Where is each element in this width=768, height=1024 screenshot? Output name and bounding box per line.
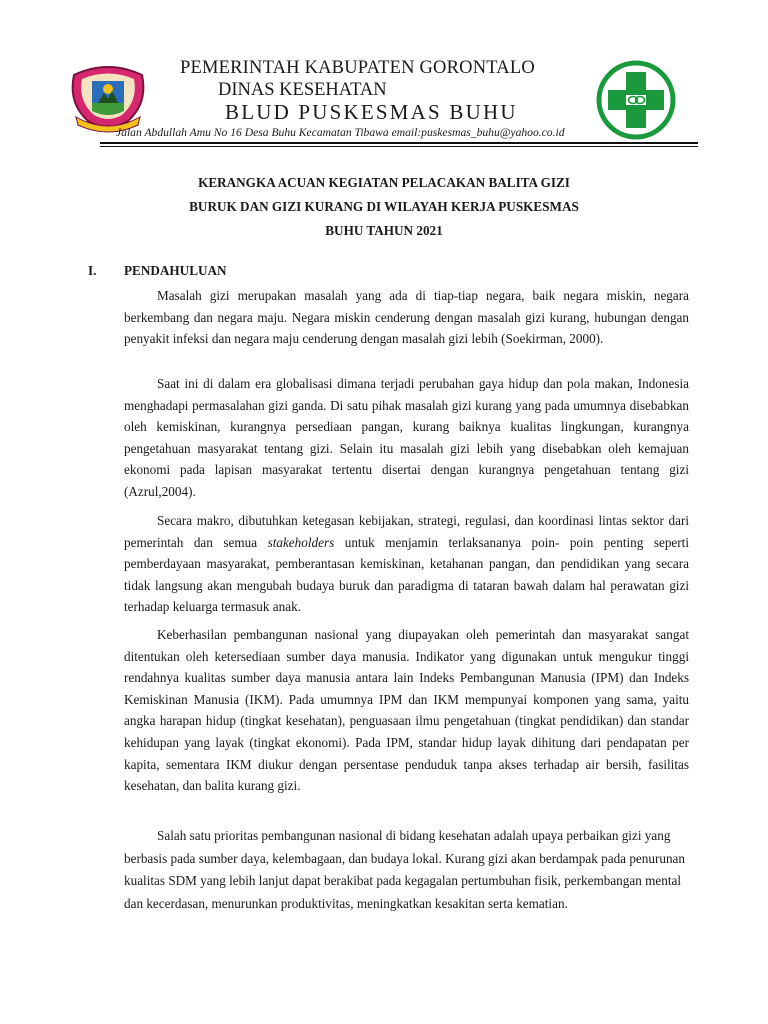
section-number: I.: [88, 263, 97, 278]
section-heading: PENDAHULUAN: [124, 263, 227, 278]
paragraph-4: Keberhasilan pembangunan nasional yang diupayakan oleh pemerintah dan masyarakat sangat ditentukan oleh ketersediaan sumber daya manusia. Indikator yang digunakan untuk mengukur tinggi rendahnya kualitas sumber daya manusia antara lain Indeks Pembangunan Manusia (IPM) dan Indeks Kemiskinan Manusia (IKM). Pada umumnya IPM dan IKM mempunyai komponen yang sama, yaitu angka harapan hidup (tingkat kesehatan), penguasaan ilmu pengetahuan (tingkat pendidikan) dan standar kehidupan yang layak (tingkat ekonomi). Pada IPM, standar hidup layak dihitung dari pendapatan per kapita, sementara IKM diukur dengan persentase penduduk tanpa akses terhadap air bersih, fasilitas kesehatan, dan balita kurang gizi.: [124, 627, 689, 794]
letterhead-institution: BLUD PUSKESMAS BUHU: [225, 100, 518, 124]
title-line-2: BURUK DAN GIZI KURANG DI WILAYAH KERJA PUSKESMAS: [189, 199, 579, 214]
letterhead-divider-thin: [100, 146, 698, 147]
letterhead-address: Jalan Abdullah Amu No 16 Desa Buhu Kecamatan Tibawa email:puskesmas_buhu@yahoo.co.id: [116, 126, 565, 139]
paragraph-1: Masalah gizi merupakan masalah yang ada di tiap-tiap negara, baik negara miskin, negara berkembang dan negara maju. Negara miskin cenderung dengan masalah gizi kurang, hubungan dengan penyakit infeksi dan negara maju cenderung dengan masalah gizi lebih (Soekirman, 2000).: [124, 288, 689, 347]
paragraph-2: Saat ini di dalam era globalisasi dimana terjadi perubahan gaya hidup dan pola makan, Indonesia menghadapi permasalahan gizi ganda. Di satu pihak masalah gizi kurang yang pada umumnya disebabkan oleh kemiskinan, kurangnya persediaan pangan, kurang baiknya kualitas lingkungan, kurangnya pengetahuan masyarakat tentang gizi. Selain itu masalah gizi lebih yang disebabkan oleh kemajuan ekonomi pada lapisan masyarakat tertentu disertai dengan kurangnya pengetahuan tentang gizi (Azrul,2004).: [124, 376, 689, 499]
title-line-1: KERANGKA ACUAN KEGIATAN PELACAKAN BALITA GIZI: [198, 175, 570, 190]
letterhead-government: PEMERINTAH KABUPATEN GORONTALO: [180, 58, 535, 78]
document-title: [100, 171, 668, 243]
paragraph-3-italic: stakeholders: [267, 534, 335, 550]
kabupaten-emblem-icon: [68, 63, 148, 133]
paragraph-3: [124, 510, 689, 618]
letterhead-department: DINAS KESEHATAN: [218, 80, 387, 100]
paragraph-5: Salah satu prioritas pembangunan nasional di bidang kesehatan adalah upaya perbaikan gizi yang berbasis pada sumber daya, kelembagaan, dan budaya lokal. Kurang gizi akan berdampak pada penurunan kualitas SDM yang lebih lanjut dapat berakibat pada kegagalan pertumbuhan fisik, perkembangan mental dan kecerdasan, menurunkan produktivitas, meningkatkan kesakitan serta kematian.: [124, 828, 685, 911]
paragraph-3-text-a: Secara makro, dibutuhkan ketegasan kebijakan, strategi, regulasi, dan koordinasi lintas sektor dari pemerintah dan semua: [124, 513, 689, 550]
title-line-3: BUHU TAHUN 2021: [325, 223, 443, 238]
paragraph-3-text-b: untuk menjamin terlaksananya poin- poin penting seperti pemberdayaan masyarakat, pemberantasan kemiskinan, ketahanan pangan, dan pendidikan yang secara tidak langsung akan mengubah budaya buruk dan paradigma di tataran bawah dalam hal perawatan gizi terhadap keluarga termasuk anak.: [124, 534, 689, 615]
letterhead-divider-thick: [100, 142, 698, 144]
